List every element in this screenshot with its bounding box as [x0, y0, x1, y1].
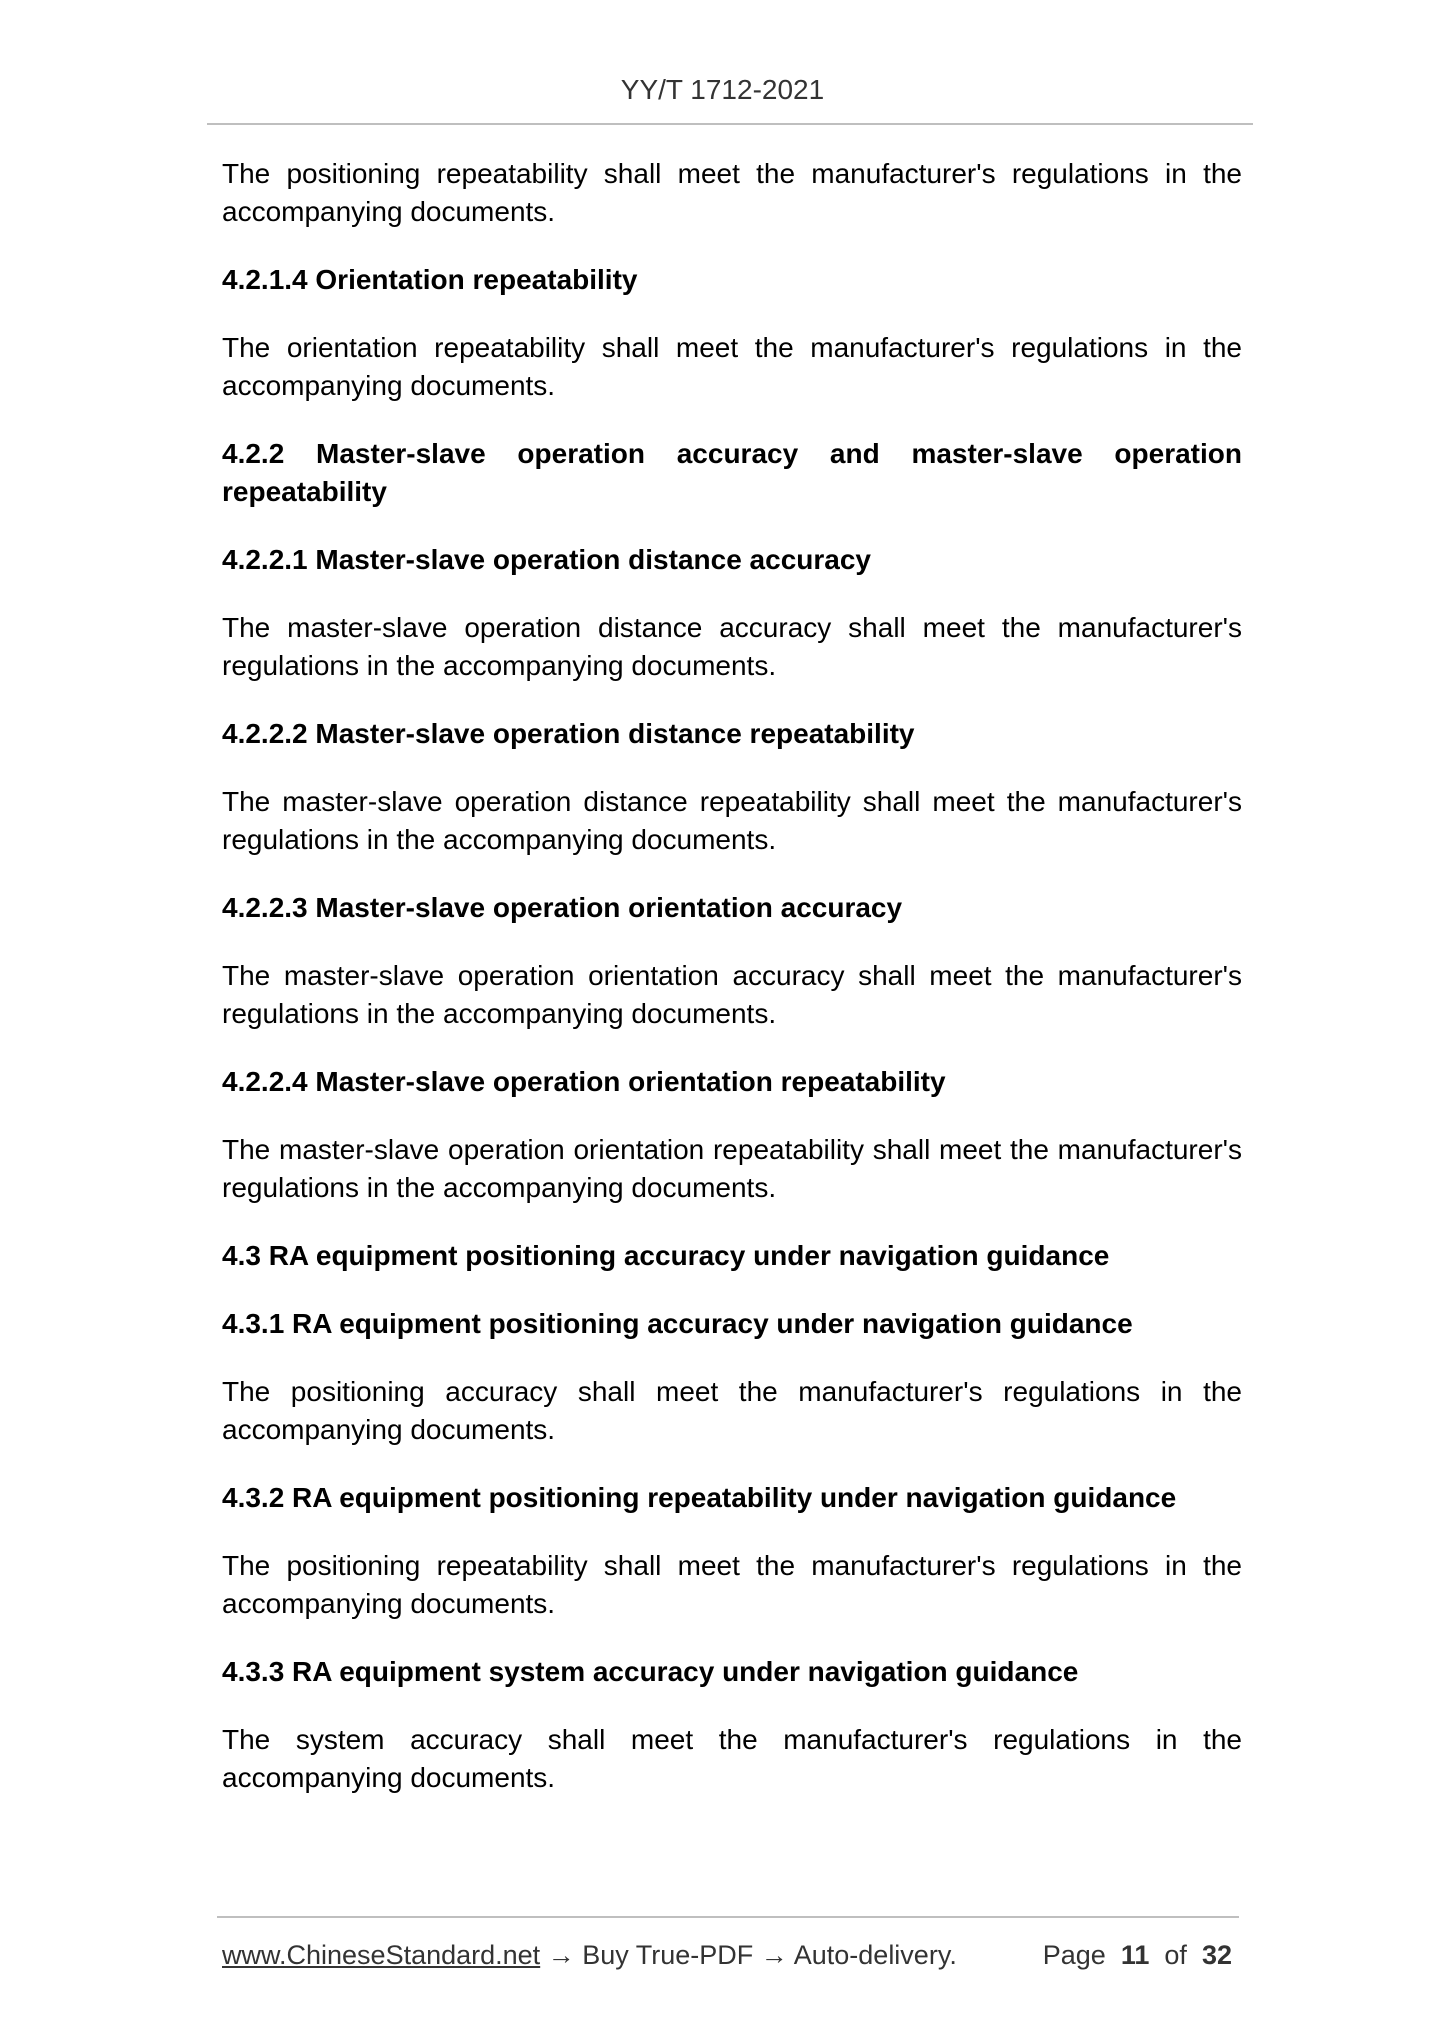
footer-divider [217, 1916, 1239, 1918]
website-link[interactable]: www.ChineseStandard.net [222, 1940, 541, 1970]
section-heading-4-2-2-2: 4.2.2.2 Master-slave operation distance repeatability [222, 718, 915, 749]
section-heading-4-3: 4.3 RA equipment positioning accuracy under navigation guidance [222, 1240, 1110, 1271]
section-heading-4-3-3: 4.3.3 RA equipment system accuracy under navigation guidance [222, 1656, 1079, 1687]
paragraph: The system accuracy shall meet the manufacturer's regulations in the accompanying documents. [222, 1724, 1242, 1793]
running-header: YY/T 1712-2021 [620, 74, 825, 105]
document-body [222, 155, 1242, 1827]
footer-tagline: → Buy True-PDF → Auto-delivery. [540, 1940, 957, 1970]
section-heading-4-2-2: 4.2.2 Master-slave operation accuracy and master-slave operation repeatability [222, 438, 1242, 507]
section-heading-4-2-2-4: 4.2.2.4 Master-slave operation orientation repeatability [222, 1066, 946, 1097]
section-heading-4-3-2: 4.3.2 RA equipment positioning repeatability under navigation guidance [222, 1482, 1177, 1513]
paragraph: The master-slave operation orientation repeatability shall meet the manufacturer's regulations in the accompanying documents. [222, 1134, 1242, 1203]
section-heading-4-3-1: 4.3.1 RA equipment positioning accuracy under navigation guidance [222, 1308, 1133, 1339]
header-divider [207, 123, 1253, 125]
section-heading-4-2-1-4: 4.2.1.4 Orientation repeatability [222, 264, 638, 295]
paragraph: The orientation repeatability shall meet the manufacturer's regulations in the accompanying documents. [222, 332, 1242, 401]
paragraph: The master-slave operation distance accuracy shall meet the manufacturer's regulations in the accompanying documents. [222, 612, 1242, 681]
paragraph: The positioning repeatability shall meet the manufacturer's regulations in the accompanying documents. [222, 1550, 1242, 1619]
paragraph: The master-slave operation distance repeatability shall meet the manufacturer's regulations in the accompanying documents. [222, 786, 1242, 855]
of-label: of [1164, 1940, 1187, 1970]
section-heading-4-2-2-1: 4.2.2.1 Master-slave operation distance accuracy [222, 544, 871, 575]
paragraph: The master-slave operation orientation accuracy shall meet the manufacturer's regulations in the accompanying documents. [222, 960, 1242, 1029]
paragraph: The positioning accuracy shall meet the manufacturer's regulations in the accompanying documents. [222, 1376, 1242, 1445]
page-total: 32 [1201, 1940, 1232, 1970]
section-heading-4-2-2-3: 4.2.2.3 Master-slave operation orientation accuracy [222, 892, 903, 923]
page-current: 11 [1120, 1940, 1150, 1970]
page-label: Page [1042, 1940, 1106, 1970]
page-indicator [1043, 1937, 1232, 1973]
footer-promo [222, 1937, 957, 1973]
paragraph: The positioning repeatability shall meet the manufacturer's regulations in the accompanying documents. [222, 158, 1242, 227]
